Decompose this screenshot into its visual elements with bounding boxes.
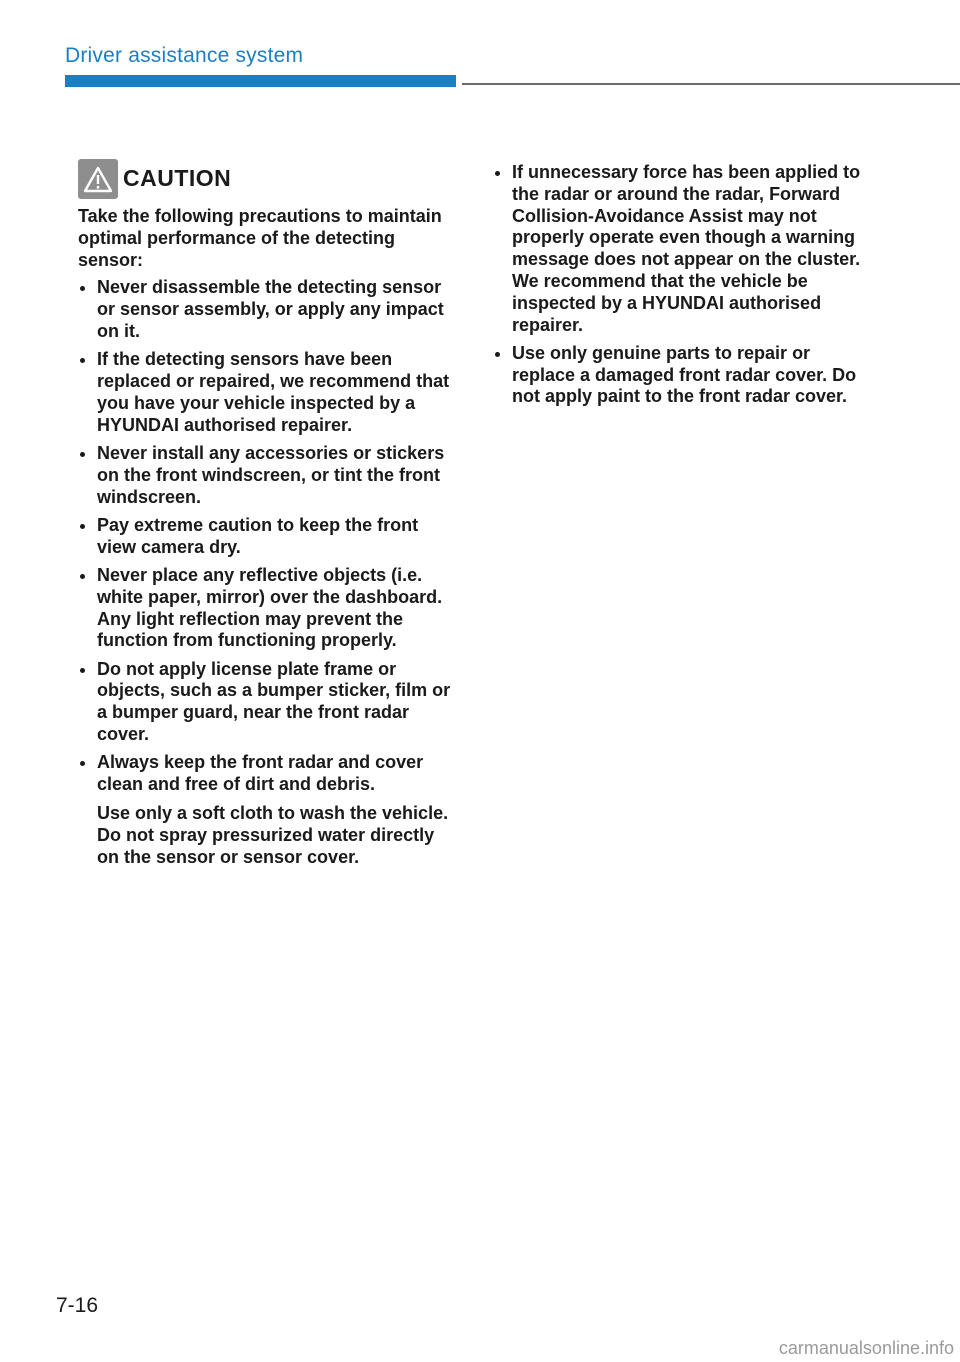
- caution-list-left: [78, 277, 458, 868]
- list-item: Always keep the front radar and cover clean and free of dirt and debris. Use only a soft cloth to wash the vehicle. Do not spray pressurized water directly on the sensor or sensor cover.: [78, 752, 458, 868]
- caution-intro: Take the following precautions to maintain optimal performance of the detecting sensor:: [78, 206, 442, 270]
- warning-triangle-icon: [78, 159, 118, 199]
- header-rule-thin: [462, 83, 960, 85]
- page-number: 7-16: [56, 1294, 99, 1317]
- list-item: If unnecessary force has been applied to the radar or around the radar, Forward Collision-Avoidance Assist may not properly operate even though a warning message does not appear on the cluster. We recommend that the vehicle be inspected by a HYUNDAI authorised repairer.: [493, 162, 873, 336]
- list-item: Pay extreme caution to keep the front view camera dry.: [78, 515, 458, 559]
- left-column: [78, 158, 458, 875]
- header-rule-thick: [65, 75, 456, 87]
- list-item: Never place any reflective objects (i.e. white paper, mirror) over the dashboard. Any light reflection may prevent the function from functioning properly.: [78, 565, 458, 652]
- list-item: Never install any accessories or stickers on the front windscreen, or tint the front windscreen.: [78, 443, 458, 508]
- list-item: If the detecting sensors have been replaced or repaired, we recommend that you have your vehicle inspected by a HYUNDAI authorised repairer.: [78, 349, 458, 436]
- watermark: carmanualsonline.info: [778, 1338, 954, 1358]
- list-item: Never disassemble the detecting sensor or sensor assembly, or apply any impact on it.: [78, 277, 458, 342]
- list-item-extra: Use only a soft cloth to wash the vehicle. Do not spray pressurized water directly on the sensor or sensor cover.: [97, 802, 449, 867]
- section-title: Driver assistance system: [65, 44, 304, 67]
- caution-label: CAUTION: [123, 165, 232, 192]
- caution-heading: [78, 158, 458, 200]
- right-column: [493, 162, 873, 415]
- caution-list-right: [493, 162, 873, 408]
- list-item: Do not apply license plate frame or objects, such as a bumper sticker, film or a bumper guard, near the front radar cover.: [78, 659, 458, 746]
- list-item: Use only genuine parts to repair or replace a damaged front radar cover. Do not apply paint to the front radar cover.: [493, 343, 873, 408]
